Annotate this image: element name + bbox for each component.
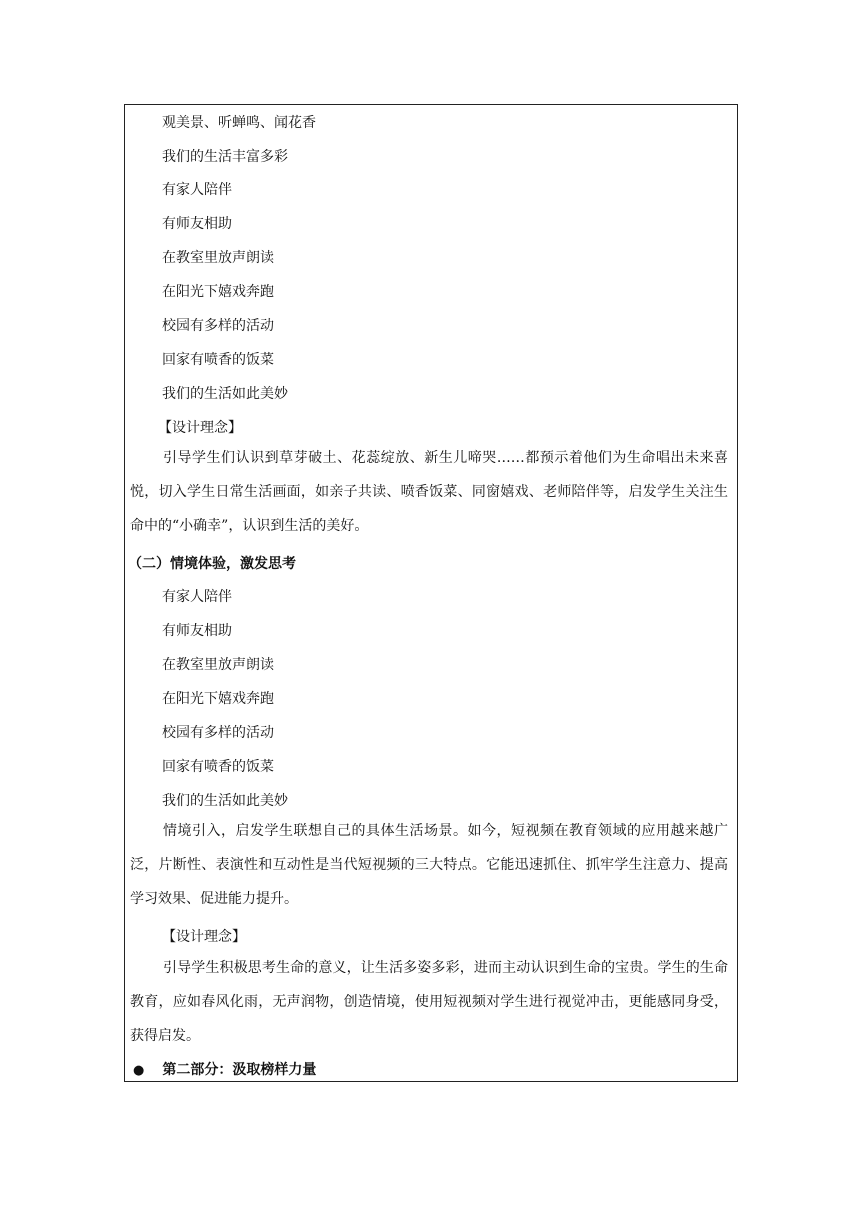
text-line: 我们的生活如此美妙 bbox=[162, 386, 288, 402]
design-concept-label: 【设计理念】 bbox=[162, 929, 246, 945]
part-heading bbox=[125, 1060, 316, 1081]
text-line: 在教室里放声朗读 bbox=[162, 250, 274, 266]
text-line: 有师友相助 bbox=[162, 623, 232, 639]
design-concept-paragraph: 引导学生积极思考生命的意义，让生活多姿多彩，进而主动认识到生命的宝贵。学生的生命教育，应如春风化雨，无声润物，创造情境，使用短视频对学生进行视觉冲击，更能感同身受，获得启发。 bbox=[130, 960, 728, 1044]
text-line: 回家有喷香的饭菜 bbox=[162, 352, 274, 368]
text-line: 校园有多样的活动 bbox=[162, 318, 274, 334]
text-line: 有师友相助 bbox=[162, 216, 232, 232]
text-line: 回家有喷香的饭菜 bbox=[162, 759, 274, 775]
document-table-cell bbox=[124, 104, 738, 1082]
text-line: 在阳光下嬉戏奔跑 bbox=[162, 691, 274, 707]
text-line: 我们的生活如此美妙 bbox=[162, 793, 288, 809]
section-heading: （二）情境体验，激发思考 bbox=[128, 556, 296, 572]
bullet-icon: ● bbox=[133, 1063, 145, 1078]
text-line: 观美景、听蝉鸣、闻花香 bbox=[162, 115, 316, 131]
part-heading-text: 第二部分：汲取榜样力量 bbox=[162, 1062, 317, 1078]
design-concept-label: 【设计理念】 bbox=[158, 420, 242, 436]
text-line: 我们的生活丰富多彩 bbox=[162, 149, 288, 165]
text-line: 校园有多样的活动 bbox=[162, 725, 274, 741]
text-line: 有家人陪伴 bbox=[162, 182, 232, 198]
scenario-paragraph: 情境引入，启发学生联想自己的具体生活场景。如今，短视频在教育领域的应用越来越广泛，片断性、表演性和互动性是当代短视频的三大特点。它能迅速抓住、抓牢学生注意力、提高学习效果、促进能力提升。 bbox=[130, 823, 728, 907]
text-line: 在阳光下嬉戏奔跑 bbox=[162, 284, 274, 300]
design-concept-paragraph: 引导学生们认识到草芽破土、花蕊绽放、新生儿啼哭……都预示着他们为生命唱出未来喜悦，切入学生日常生活画面，如亲子共读、喷香饭菜、同窗嬉戏、老师陪伴等，启发学生关注生命中的“小确幸”，认识到生活的美好。 bbox=[130, 450, 728, 534]
text-line: 在教室里放声朗读 bbox=[162, 657, 274, 673]
text-line: 有家人陪伴 bbox=[162, 589, 232, 605]
